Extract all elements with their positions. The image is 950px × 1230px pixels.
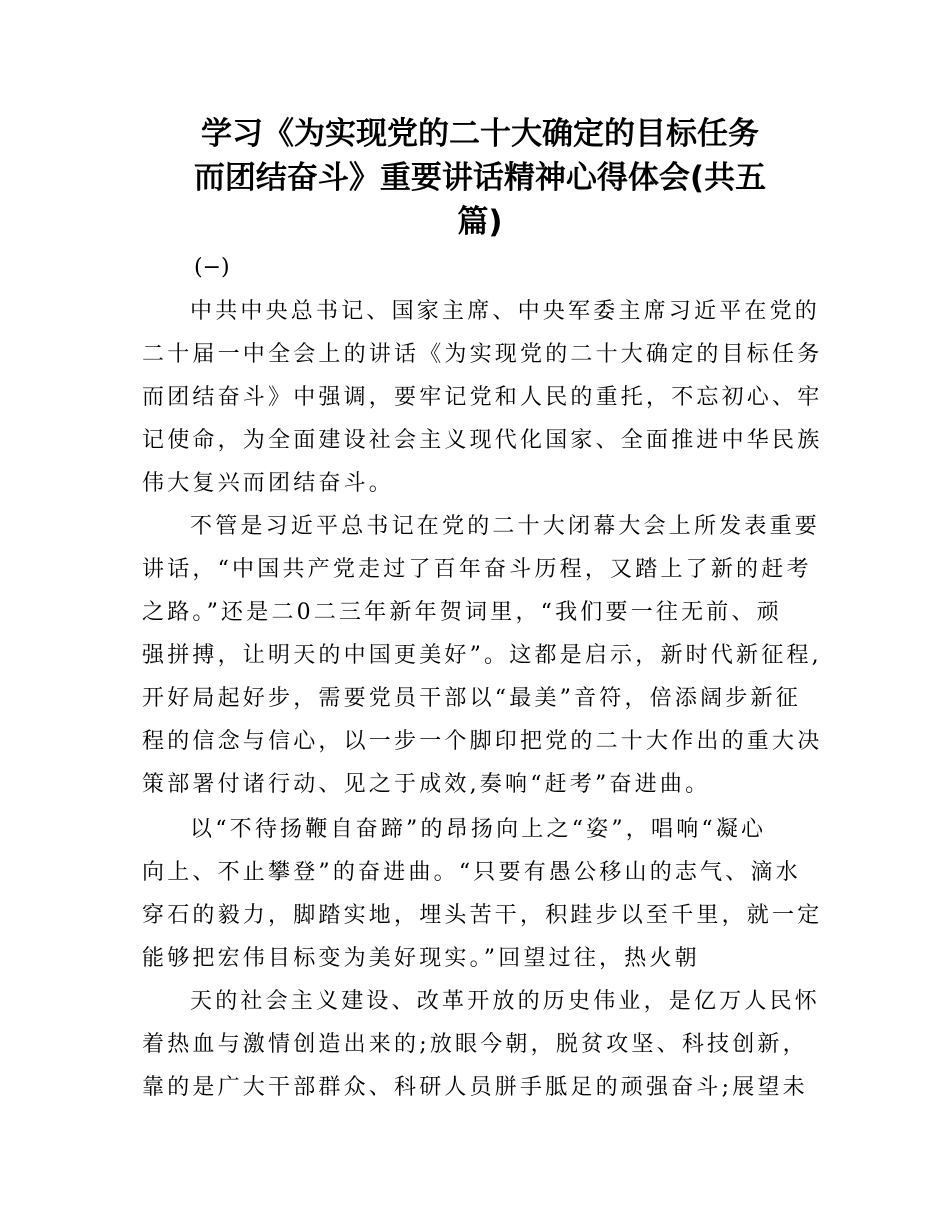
body-line-10: 开好局起好步，需要党员干部以“最美”音符，倍添阔步新征 [142,686,801,711]
body-line-18: 着热血与激情创造出来的;放眼今朝，脱贫攻坚、科技创新， [142,1032,808,1057]
body-line-3: 而团结奋斗》中强调，要牢记党和人民的重托，不忘初心、牢 [142,385,823,410]
title-line-1: 学习《为实现党的二十大确定的目标任务 [201,116,759,152]
body-line-19: 靠的是广大干部群众、科研人员胼手胝足的顽强奋斗;展望未 [142,1075,808,1100]
body-line-13: 以“不待扬鞭自奋蹄”的昂扬向上之“姿”，唱响“凝心 [190,817,767,842]
body-line-14: 向上、不止攀登”的奋进曲。“只要有愚公移山的志气、滴水 [142,860,801,885]
title-line-2: 而团结奋斗》重要讲话精神心得体会(共五 [193,160,767,196]
document-title [150,112,810,244]
body-line-16: 能够把宏伟目标变为美好现实。”回望过往，热火朝 [142,946,700,971]
body-line-12: 策部署付诸行动、见之于成效,奏响“赶考”奋进曲。 [142,772,711,797]
body-line-7: 讲话，“中国共产党走过了百年奋斗历程，又踏上了新的赶考 [142,557,812,582]
section-marker: (−) [194,255,230,280]
title-line-3: 篇) [457,204,503,240]
body-line-5: 伟大复兴而团结奋斗。 [142,471,395,496]
body-line-15: 穿石的毅力，脚踏实地，埋头苦干，积跬步以至千里，就一定 [142,903,823,928]
body-line-11: 程的信念与信心，以一步一个脚印把党的二十大作出的重大决 [142,729,823,754]
body-line-4: 记使命，为全面建设社会主义现代化国家、全面推进中华民族 [142,428,823,453]
body-line-8: 之路。”还是二0二三年新年贺词里，“我们要一往无前、顽 [142,600,782,625]
body-line-9: 强拼搏，让明天的中国更美好”。这都是启示，新时代新征程, [142,643,822,668]
body-line-2: 二十届一中全会上的讲话《为实现党的二十大确定的目标任务 [142,342,823,367]
body-line-17: 天的社会主义建设、改革开放的历史伟业，是亿万人民怀 [190,989,821,1014]
body-line-1: 中共中央总书记、国家主席、中央军委主席习近平在党的 [190,299,821,324]
body-line-6: 不管是习近平总书记在党的二十大闭幕大会上所发表重要 [190,514,821,539]
